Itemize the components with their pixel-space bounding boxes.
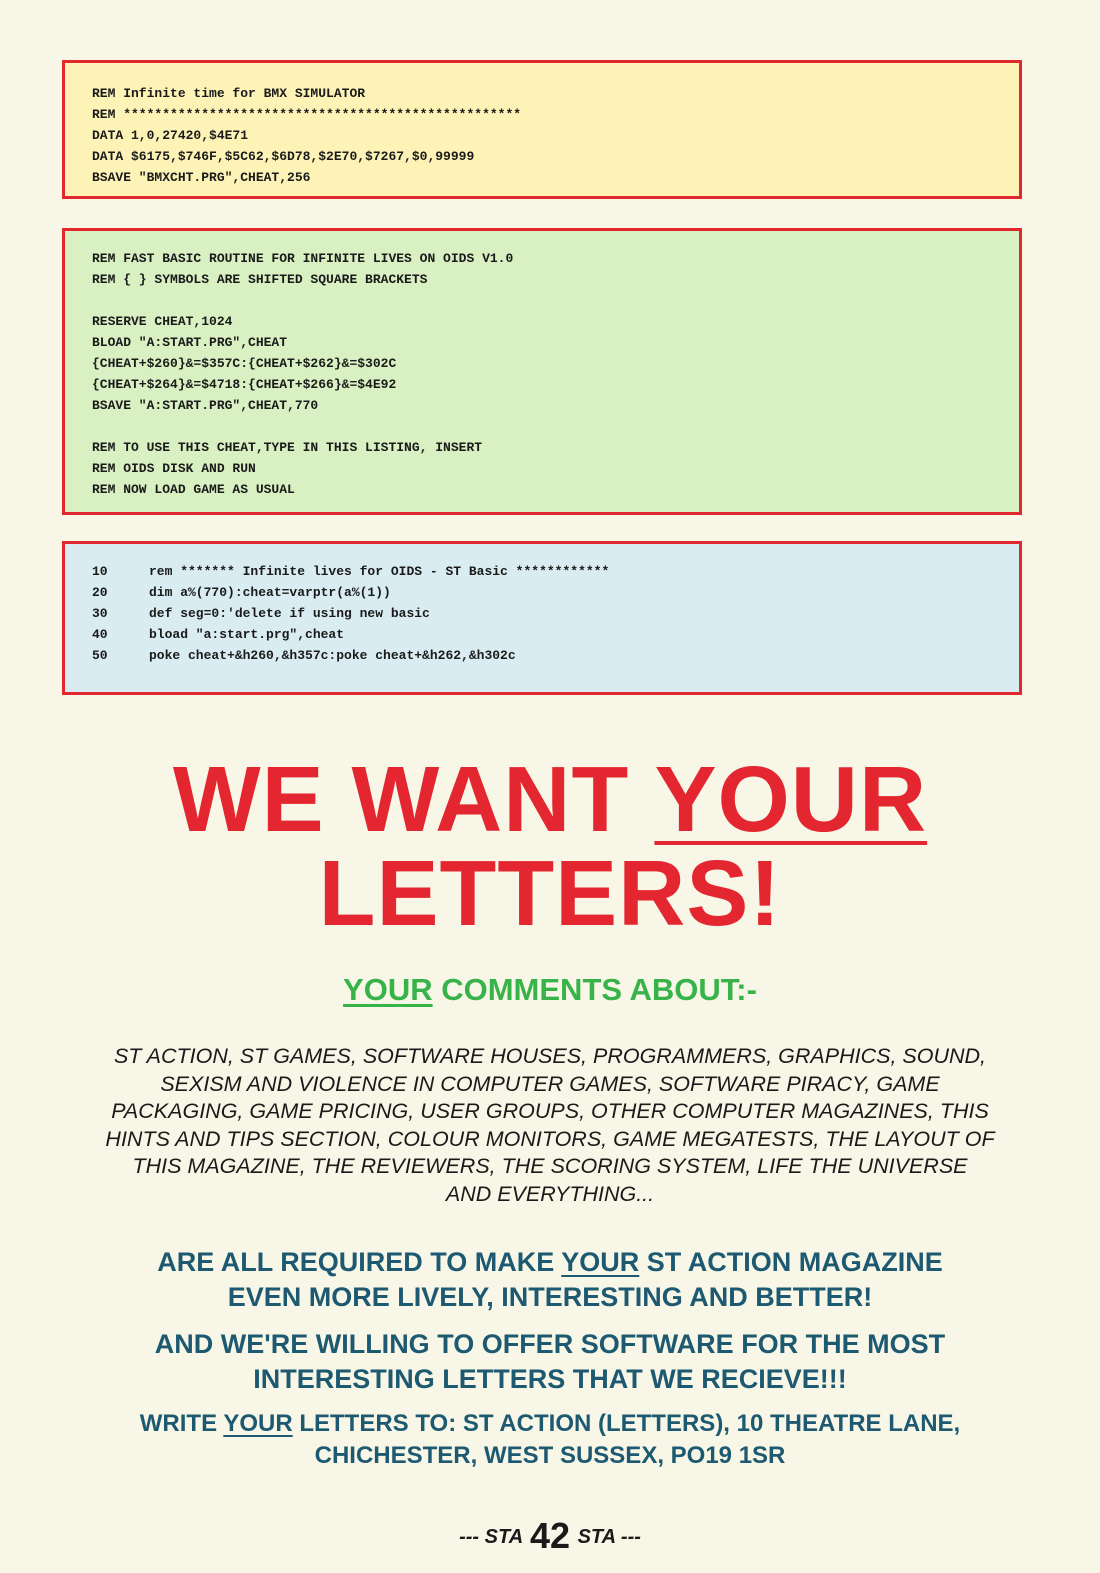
code-listing-bmx-simulator (62, 60, 1022, 199)
paragraph-line: INTERESTING LETTERS THAT WE RECIEVE!!! (253, 1364, 847, 1394)
topics-line: THIS MAGAZINE, THE REVIEWERS, THE SCORING SYSTEM, LIFE THE UNIVERSE (132, 1154, 968, 1178)
paragraph-line: AND WE'RE WILLING TO OFFER SOFTWARE FOR THE MOST (154, 1329, 946, 1359)
underlined-word: YOUR (561, 1247, 640, 1277)
line-number: 30 (92, 606, 108, 621)
headline-line-2: LETTERS! (318, 841, 782, 945)
code-line: REM NOW LOAD GAME AS USUAL (92, 482, 295, 497)
code-line: {CHEAT+$264}&=$4718:{CHEAT+$266}&=$4E92 (92, 377, 397, 392)
page-footer (0, 1515, 1100, 1557)
line-number: 10 (92, 564, 108, 579)
code-line: REM Infinite time for BMX SIMULATOR (92, 86, 366, 101)
line-code: rem ******* Infinite lives for OIDS - ST Basic ************ (149, 564, 610, 579)
numbered-code-line (92, 603, 1019, 624)
paragraph-text: ST ACTION MAGAZINE (639, 1247, 943, 1277)
code-line-blank (92, 290, 1019, 311)
paragraph-line: EVEN MORE LIVELY, INTERESTING AND BETTER! (227, 1282, 873, 1312)
code-line: REM TO USE THIS CHEAT,TYPE IN THIS LISTING, INSERT (92, 440, 483, 455)
code-listing-oids-st-basic (62, 541, 1022, 695)
numbered-code-line (92, 561, 1019, 582)
code-line: BLOAD "A:START.PRG",CHEAT (92, 335, 288, 350)
call-to-action-paragraph-2 (0, 1327, 1100, 1397)
call-to-action-paragraph-1 (0, 1245, 1100, 1315)
paragraph-text: ARE ALL REQUIRED TO MAKE (157, 1247, 562, 1277)
topics-paragraph (100, 1043, 1000, 1208)
line-code: def seg=0:'delete if using new basic (149, 606, 430, 621)
topics-line: AND EVERYTHING... (445, 1181, 655, 1206)
code-line: BSAVE "BMXCHT.PRG",CHEAT,256 (92, 170, 311, 185)
footer-left: --- STA (459, 1526, 528, 1548)
code-line-blank (92, 416, 1019, 437)
paragraph-line (0, 1245, 1100, 1280)
page-number: 42 (529, 1515, 571, 1556)
numbered-code-line (92, 624, 1019, 645)
numbered-code-line (92, 582, 1019, 603)
code-line: DATA $6175,$746F,$5C62,$6D78,$2E70,$7267,$0,99999 (92, 149, 475, 164)
headline (0, 747, 1100, 945)
topics-line: ST ACTION, ST GAMES, SOFTWARE HOUSES, PROGRAMMERS, GRAPHICS, SOUND, (113, 1044, 987, 1068)
headline-underlined-word: YOUR (654, 747, 928, 851)
line-number: 20 (92, 585, 108, 600)
topics-line: PACKAGING, GAME PRICING, USER GROUPS, OTHER COMPUTER MAGAZINES, THIS (111, 1099, 989, 1123)
subheading (0, 972, 1100, 1008)
code-line: {CHEAT+$260}&=$357C:{CHEAT+$262}&=$302C (92, 356, 397, 371)
numbered-code-line (92, 645, 1019, 666)
code-line: DATA 1,0,27420,$4E71 (92, 128, 249, 143)
line-code: dim a%(770):cheat=varptr(a%(1)) (149, 585, 391, 600)
paragraph-line (0, 1408, 1100, 1440)
paragraph-text: LETTERS TO: ST ACTION (LETTERS), 10 THEATRE LANE, (292, 1410, 961, 1437)
headline-line-1 (0, 747, 1100, 851)
code-line: BSAVE "A:START.PRG",CHEAT,770 (92, 398, 319, 413)
headline-text: WE WANT (172, 747, 655, 851)
topics-line: SEXISM AND VIOLENCE IN COMPUTER GAMES, SOFTWARE PIRACY, GAME (160, 1071, 940, 1096)
line-code: poke cheat+&h260,&h357c:poke cheat+&h262,&h302c (149, 648, 516, 663)
address-paragraph (0, 1408, 1100, 1472)
code-line: REM *************************************************** (92, 107, 522, 122)
underlined-word: YOUR (223, 1410, 293, 1437)
subheading-text: COMMENTS ABOUT:- (432, 972, 757, 1007)
code-line: REM OIDS DISK AND RUN (92, 461, 256, 476)
footer-right: STA --- (572, 1526, 641, 1548)
code-line: REM FAST BASIC ROUTINE FOR INFINITE LIVES ON OIDS V1.0 (92, 251, 514, 266)
paragraph-text: WRITE (139, 1410, 224, 1437)
code-line: REM { } SYMBOLS ARE SHIFTED SQUARE BRACKETS (92, 272, 428, 287)
code-listing-oids-fast-basic (62, 228, 1022, 515)
line-number: 40 (92, 627, 108, 642)
paragraph-line: CHICHESTER, WEST SUSSEX, PO19 1SR (314, 1442, 786, 1469)
code-line: RESERVE CHEAT,1024 (92, 314, 233, 329)
line-code: bload "a:start.prg",cheat (149, 627, 345, 642)
line-number: 50 (92, 648, 108, 663)
subheading-underlined-word: YOUR (343, 972, 433, 1007)
topics-line: HINTS AND TIPS SECTION, COLOUR MONITORS, GAME MEGATESTS, THE LAYOUT OF (105, 1126, 995, 1151)
